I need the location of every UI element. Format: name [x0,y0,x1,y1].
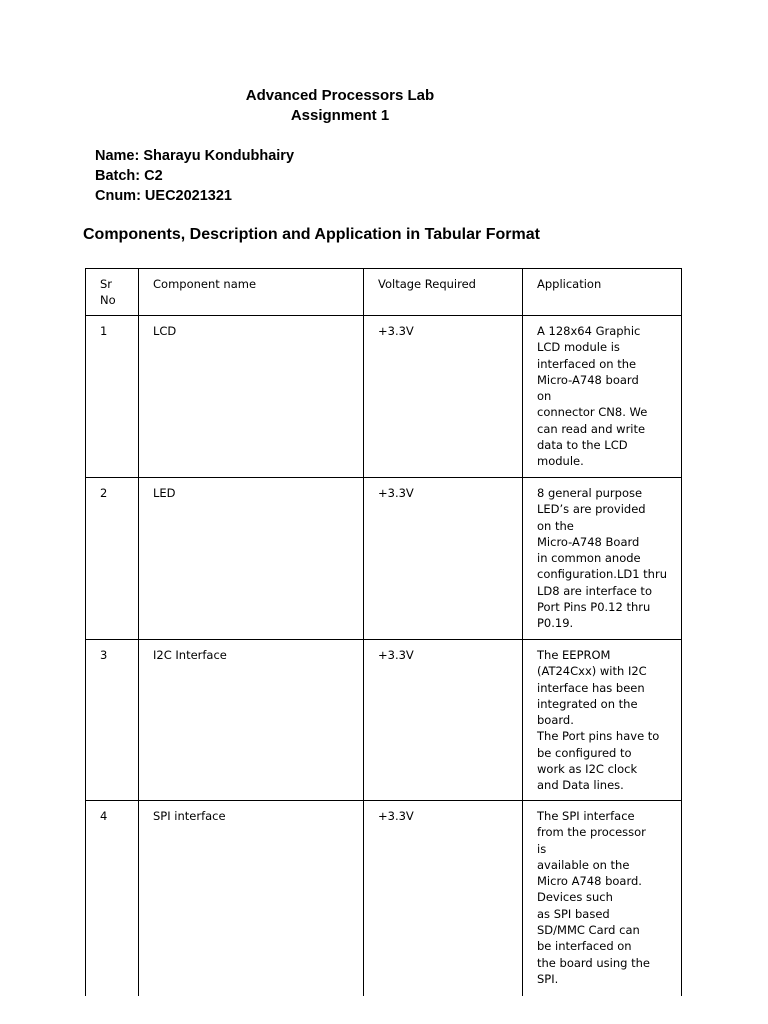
application-line: available on the [537,857,630,872]
cell-voltage-required: +3.3V [364,478,523,640]
application-line: on the [537,518,574,533]
application-line: from the processor [537,825,646,840]
header-sr-no: Sr No [86,269,139,316]
cell-sr-no: 4 [86,801,139,997]
header-component-name: Component name [139,269,364,316]
application-line: The EEPROM [537,648,611,662]
application-line: configuration.LD1 thru [537,567,667,582]
application-line: The Port pins have to [537,729,660,744]
application-line: connector CN8. We [537,405,648,420]
application-line: Port Pins P0.12 thru [537,600,651,615]
application-line: is [537,841,547,856]
student-name: Name: Sharayu Kondubhairy [95,148,295,164]
document-subtitle: Assignment 1 [290,107,390,124]
cell-component-name: LED [139,478,364,640]
application-line: Devices such [537,890,613,905]
application-line: LD8 are interface to [537,583,652,598]
application-line: and Data lines. [537,778,624,793]
table-row [86,801,682,997]
cell-application [523,316,682,478]
application-line: Micro-A748 board [537,372,639,387]
cell-sr-no: 1 [86,316,139,478]
application-line: SD/MMC Card can [537,923,640,938]
table-row [86,478,682,640]
components-table [85,268,682,996]
application-line: integrated on the [537,696,638,711]
document-title: Advanced Processors Lab [245,87,435,104]
application-line: LCD module is [537,340,620,355]
application-line: on [537,389,552,404]
header-voltage-required: Voltage Required [364,269,523,316]
cell-sr-no: 2 [86,478,139,640]
section-heading: Components, Description and Application in Tabular Format [83,226,540,243]
cell-component-name: SPI interface [139,801,364,997]
application-line: be interfaced on [537,939,632,954]
table-row [86,640,682,801]
student-cnum: Cnum: UEC2021321 [95,188,232,204]
application-line: can read and write [537,421,646,436]
application-line: A 128x64 Graphic [537,324,641,338]
application-line: data to the LCD [537,438,628,453]
application-line: work as I2C clock [537,762,638,777]
application-line: LED’s are provided [537,502,646,517]
application-line: Micro-A748 Board [537,534,640,549]
cell-component-name: LCD [139,316,364,478]
application-line: board. [537,713,574,728]
table-row [86,316,682,478]
cell-sr-no: 3 [86,640,139,801]
cell-voltage-required: +3.3V [364,801,523,997]
cell-component-name: I2C Interface [139,640,364,801]
application-line: be configured to [537,745,632,760]
application-line: as SPI based [537,906,610,921]
cell-voltage-required: +3.3V [364,640,523,801]
application-line: interface has been [537,680,645,695]
application-line: module. [537,454,584,469]
cell-application [523,478,682,640]
cell-application [523,640,682,801]
application-line: Micro A748 board. [537,874,642,889]
application-line: 8 general purpose [537,486,643,500]
header-application: Application [523,269,682,316]
application-line: (AT24Cxx) with I2C [537,664,647,679]
application-line: SPI. [537,971,559,986]
student-batch: Batch: C2 [95,168,163,184]
application-line: interfaced on the [537,356,637,371]
cell-voltage-required: +3.3V [364,316,523,478]
application-line: P0.19. [537,616,574,631]
application-line: The SPI interface [537,809,635,823]
table-header-row [86,269,682,316]
application-line: in common anode [537,551,641,566]
application-line: the board using the [537,955,650,970]
cell-application [523,801,682,997]
